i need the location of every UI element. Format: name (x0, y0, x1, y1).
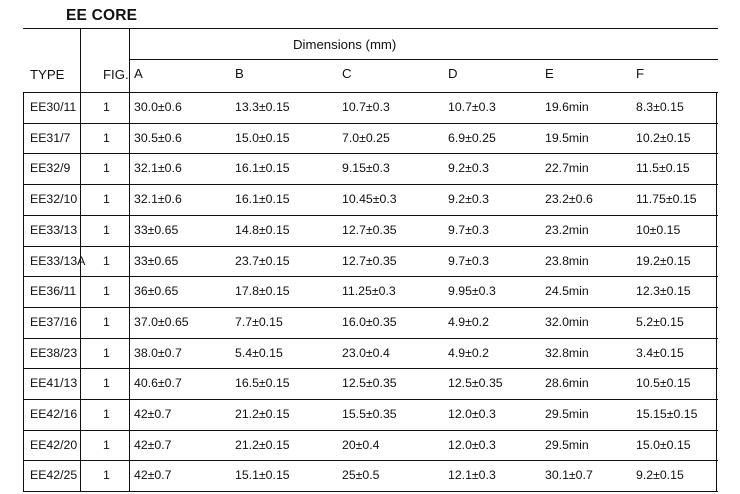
cell-dimension: 5.2±0.15 (636, 314, 684, 329)
cell-type: EE31/7 (30, 130, 71, 145)
cell-dimension: 8.3±0.15 (636, 100, 684, 114)
cell-dimension: 15.0±0.15 (235, 130, 290, 145)
cell-fig: 1 (103, 130, 110, 145)
cell-type: EE41/13 (30, 376, 78, 391)
row-rule (23, 246, 718, 247)
cell-dimension: 32.0min (545, 314, 589, 329)
cell-dimension: 42±0.7 (134, 407, 172, 421)
cell-dimension: 10.45±0.3 (342, 192, 397, 207)
table-left-border (23, 92, 24, 491)
col-header-d: D (448, 66, 458, 81)
cell-dimension: 12.0±0.3 (448, 407, 496, 421)
cell-dimension: 11.5±0.15 (636, 161, 690, 176)
col-header-c: C (342, 66, 352, 81)
cell-type: EE36/11 (30, 284, 77, 299)
cell-type: EE37/16 (30, 314, 78, 329)
cell-dimension: 20±0.4 (342, 437, 380, 452)
row-rule (23, 184, 718, 185)
row-rule (23, 430, 718, 431)
cell-dimension: 17.8±0.15 (235, 284, 290, 299)
cell-dimension: 12.5±0.35 (448, 376, 503, 391)
cell-dimension: 40.6±0.7 (134, 376, 182, 391)
cell-dimension: 33±0.65 (134, 253, 179, 268)
col-header-f: F (636, 66, 645, 81)
table-title: EE CORE (66, 7, 138, 24)
cell-dimension: 15.1±0.15 (235, 468, 290, 483)
cell-dimension: 13.3±0.15 (235, 100, 290, 114)
cell-fig: 1 (103, 161, 110, 176)
cell-dimension: 21.2±0.15 (235, 407, 290, 421)
cell-dimension: 30.5±0.6 (134, 130, 182, 145)
group-header-dimensions: Dimensions (mm) (293, 37, 397, 52)
cell-fig: 1 (103, 253, 110, 268)
cell-dimension: 16.0±0.35 (342, 314, 397, 329)
cell-fig: 1 (103, 437, 110, 452)
cell-dimension: 5.4±0.15 (235, 345, 283, 360)
cell-dimension: 37.0±0.65 (134, 314, 189, 329)
cell-dimension: 22.7min (545, 161, 589, 176)
row-rule (23, 368, 718, 369)
cell-dimension: 11.25±0.3 (342, 284, 396, 299)
header-bottom-rule (23, 92, 718, 93)
cell-dimension: 12.0±0.3 (448, 437, 496, 452)
cell-dimension: 9.15±0.3 (342, 161, 390, 176)
cell-type: EE42/25 (30, 468, 78, 483)
cell-dimension: 10.7±0.3 (342, 100, 390, 114)
cell-dimension: 3.4±0.15 (636, 345, 684, 360)
cell-fig: 1 (103, 468, 110, 483)
row-rule (23, 123, 718, 124)
table-top-rule (23, 28, 718, 29)
cell-dimension: 12.3±0.15 (636, 284, 691, 299)
cell-dimension: 12.7±0.35 (342, 222, 397, 237)
cell-dimension: 32.1±0.6 (134, 161, 182, 176)
column-separator (129, 28, 130, 491)
cell-dimension: 19.5min (545, 130, 589, 145)
cell-dimension: 15.15±0.15 (636, 407, 698, 421)
cell-type: EE32/9 (30, 161, 71, 176)
cell-type: EE38/23 (30, 345, 78, 360)
cell-dimension: 16.1±0.15 (235, 192, 290, 207)
row-rule (23, 307, 718, 308)
cell-dimension: 30.1±0.7 (545, 468, 593, 483)
cell-dimension: 38.0±0.7 (134, 345, 182, 360)
cell-dimension: 4.9±0.2 (448, 314, 489, 329)
cell-type: EE33/13A (30, 253, 86, 268)
cell-dimension: 24.5min (545, 284, 589, 299)
cell-fig: 1 (103, 407, 110, 421)
cell-fig: 1 (103, 376, 110, 391)
cell-dimension: 16.5±0.15 (235, 376, 290, 391)
cell-type: EE42/20 (30, 437, 78, 452)
cell-dimension: 23.2±0.6 (545, 192, 593, 207)
cell-fig: 1 (103, 192, 110, 207)
cell-dimension: 15.5±0.35 (342, 407, 397, 421)
cell-dimension: 10.2±0.15 (636, 130, 691, 145)
cell-dimension: 23.8min (545, 253, 589, 268)
cell-dimension: 6.9±0.25 (448, 130, 496, 145)
cell-dimension: 7.0±0.25 (342, 130, 390, 145)
row-rule (23, 215, 718, 216)
cell-dimension: 29.5min (545, 437, 589, 452)
cell-dimension: 9.2±0.3 (448, 161, 489, 176)
cell-dimension: 23.7±0.15 (235, 253, 290, 268)
cell-dimension: 9.7±0.3 (448, 222, 489, 237)
cell-dimension: 21.2±0.15 (235, 437, 290, 452)
cell-fig: 1 (103, 284, 110, 299)
cell-type: EE33/13 (30, 222, 78, 237)
cell-dimension: 4.9±0.2 (448, 345, 489, 360)
cell-dimension: 9.2±0.3 (448, 192, 489, 207)
cell-dimension: 42±0.7 (134, 468, 172, 483)
row-rule (23, 338, 718, 339)
cell-dimension: 23.2min (545, 222, 589, 237)
row-rule (23, 276, 718, 277)
cell-fig: 1 (103, 314, 110, 329)
cell-type: EE42/16 (30, 407, 78, 421)
cell-dimension: 16.1±0.15 (235, 161, 290, 176)
cell-fig: 1 (103, 345, 110, 360)
cell-dimension: 36±0.65 (134, 284, 179, 299)
cell-dimension: 9.2±0.15 (636, 468, 684, 483)
cell-dimension: 9.95±0.3 (448, 284, 496, 299)
row-rule (23, 491, 718, 492)
cell-dimension: 12.5±0.35 (342, 376, 397, 391)
group-header-rule (129, 59, 718, 60)
cell-dimension: 10.7±0.3 (448, 100, 496, 114)
cell-dimension: 15.0±0.15 (636, 437, 691, 452)
cell-dimension: 10±0.15 (636, 222, 681, 237)
cell-dimension: 29.5min (545, 407, 589, 421)
cell-dimension: 7.7±0.15 (235, 314, 283, 329)
cell-dimension: 10.5±0.15 (636, 376, 691, 391)
cell-dimension: 12.1±0.3 (448, 468, 496, 483)
ee-core-dimensions-table (23, 28, 718, 492)
table-right-border (716, 92, 717, 491)
row-rule (23, 460, 718, 461)
col-header-a: A (134, 66, 143, 81)
col-header-e: E (545, 66, 554, 81)
cell-dimension: 25±0.5 (342, 468, 380, 483)
cell-dimension: 28.6min (545, 376, 589, 391)
cell-dimension: 11.75±0.15 (636, 192, 697, 207)
cell-dimension: 42±0.7 (134, 437, 172, 452)
cell-fig: 1 (103, 222, 110, 237)
cell-dimension: 19.2±0.15 (636, 253, 691, 268)
cell-type: EE32/10 (30, 192, 78, 207)
cell-type: EE30/11 (30, 100, 77, 114)
cell-dimension: 33±0.65 (134, 222, 179, 237)
cell-dimension: 32.8min (545, 345, 589, 360)
cell-dimension: 30.0±0.6 (134, 100, 182, 114)
row-rule (23, 399, 718, 400)
col-header-fig: FIG. (103, 67, 129, 82)
col-header-type: TYPE (30, 67, 65, 82)
cell-dimension: 19.6min (545, 100, 589, 114)
col-header-b: B (235, 66, 244, 81)
cell-dimension: 23.0±0.4 (342, 345, 390, 360)
cell-dimension: 9.7±0.3 (448, 253, 489, 268)
cell-dimension: 14.8±0.15 (235, 222, 290, 237)
row-rule (23, 153, 718, 154)
cell-fig: 1 (103, 100, 110, 114)
cell-dimension: 12.7±0.35 (342, 253, 397, 268)
cell-dimension: 32.1±0.6 (134, 192, 182, 207)
